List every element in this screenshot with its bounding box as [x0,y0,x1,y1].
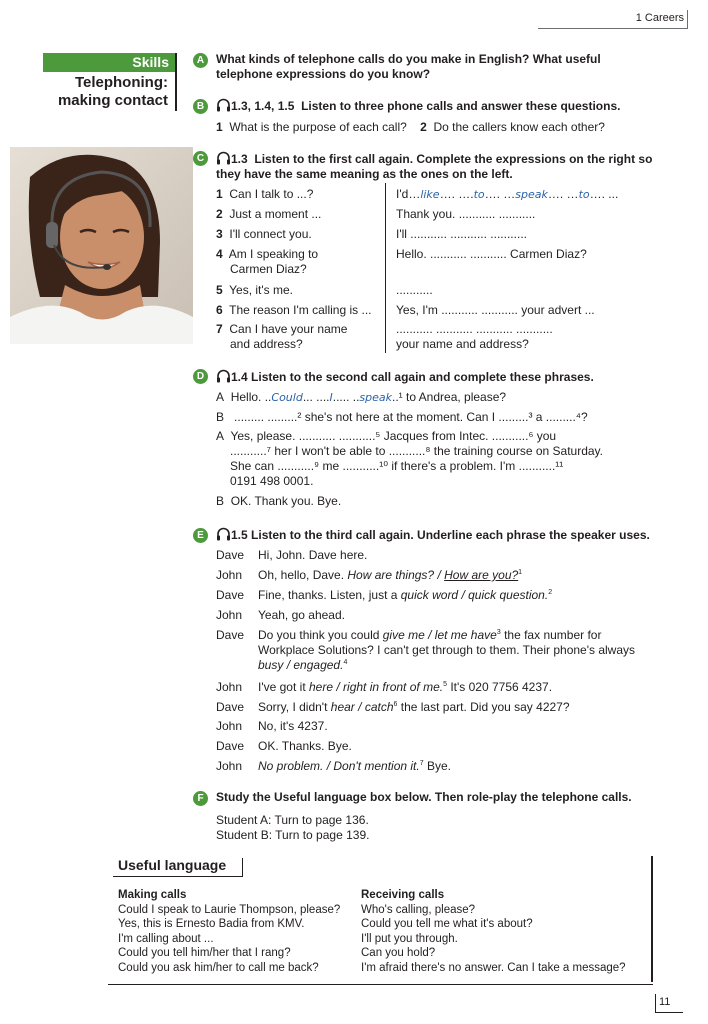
c-left-1: 1 Can I talk to ...? [216,187,314,201]
handwritten-answer: Could [271,391,303,404]
dialogue-line [216,680,552,694]
handwritten-answer: to [473,188,485,201]
useful-language-right-border [651,856,653,982]
option-2: quick question. [468,588,549,602]
dialogue-line [216,628,601,642]
d-line-7: B OK. Thank you. Bye. [216,494,342,508]
d-line-6: 0191 498 0001. [230,474,314,488]
handwritten-answer: speak [359,391,392,404]
dialogue-line [216,548,367,562]
section-d-bullet: D [193,369,208,384]
section-c-bullet: C [193,151,208,166]
making-calls-column [118,888,340,976]
skills-divider [175,53,177,111]
c-right-2: Thank you. ........... ........... [396,207,536,221]
c-left-2: 2 Just a moment ... [216,207,322,221]
line-text: Oh, hello, Dave. [258,568,348,582]
option-1: here [308,680,334,694]
unit-header: 1 Careers [635,12,684,24]
student-a: Student A: Turn to page 136. [216,813,369,827]
d-line-5: She can ...........⁹ me ...........¹⁰ if there's a problem. I'm ...........¹¹ [230,459,564,473]
dialogue-line [216,700,570,714]
option-1: quick word [400,588,459,602]
c-right-7b: your name and address? [396,337,529,351]
dialogue-line [216,719,328,733]
footnote-number: 7 [419,760,424,767]
footnote-number: 3 [496,629,501,636]
list-item: I'm calling about ... [118,932,214,945]
list-item: Who's calling, please? [361,903,476,916]
list-item: Can you hold? [361,947,436,960]
skills-label: Skills [132,54,169,70]
option-2: right in front of me. [343,680,444,694]
dialogue-line [216,588,552,602]
skills-banner [43,53,175,72]
line-text: Fine, thanks. Listen, just a [258,588,401,602]
footnote-number: 4 [343,659,348,666]
line-text: I've got it [258,680,309,694]
dialogue-line [216,759,451,773]
speaker-name: Dave [216,739,245,753]
option-1: No problem. [258,759,324,773]
option-1: busy [258,658,284,672]
speaker-name: John [216,759,243,773]
section-b-instruction-text: Listen to three phone calls and answer these questions. [301,99,621,113]
option-separator: / [333,680,344,694]
c-left-5: 5 Yes, it's me. [216,283,294,297]
section-b-bullet: B [193,99,208,114]
line-text: Do you think you could [258,628,383,642]
section-c-line2: they have the same meaning as the ones on the left. [216,167,513,181]
making-calls-heading: Making calls [118,889,187,901]
d-line-1: A Hello. ..Could... ....I..... ..speak..¹ to Andrea, please? [216,390,507,404]
option-2: engaged. [293,658,344,672]
list-item: Could you tell him/her that I rang? [118,947,291,960]
c-left-4b: Carmen Diaz? [230,262,307,276]
c-right-6: Yes, I'm ........... ........... your advert ... [396,303,595,317]
option-1: How are things? [347,568,435,582]
line-text: Hi, John. Dave here. [258,548,368,562]
line-text: It's 020 7756 4237. [446,680,553,694]
speaker-name: John [216,568,243,582]
option-1: hear [330,700,355,714]
option-2: How are you? [444,568,519,582]
list-item: Could I speak to Laurie Thompson, please? [118,903,341,916]
headphones-icon [216,98,231,112]
section-a-line2: telephone expressions do you know? [216,67,431,81]
list-item: I'll put you through. [361,932,458,945]
c-left-7: 7 Can I have your name [216,322,348,336]
skills-title-line1: Telephoning: [74,74,168,91]
handwritten-answer: I [329,391,333,404]
line-text: Sorry, I didn't [258,700,331,714]
c-left-3: 3 I'll connect you. [216,227,312,241]
dialogue-line [216,643,635,657]
option-1: give me [382,628,425,642]
useful-language-title: Useful language [118,857,227,873]
option-separator: / [424,628,435,642]
section-b-tracks: 1.3, 1.4, 1.5 [231,99,295,113]
option-separator: / [458,588,469,602]
section-f-instruction: Study the Useful language box below. Then role-play the telephone calls. [216,790,632,804]
line-text: Workplace Solutions? I can't get through to them. Their phone's always [258,643,636,657]
line-text: No, it's 4237. [258,719,328,733]
dialogue-line [216,608,345,622]
footnote-number: 5 [443,681,447,688]
list-item: I'm afraid there's no answer. Can I take a message? [361,961,626,974]
q1-text: What is the purpose of each call? [229,120,407,134]
section-a-text [216,52,601,82]
section-e-instruction: 1.5 Listen to the third call again. Underline each phrase the speaker uses. [216,527,650,542]
section-c-track: 1.3 [231,152,248,166]
line-text: the last part. Did you say 4227? [397,700,570,714]
section-b-instruction [216,98,620,113]
page-number-underline [655,1012,683,1013]
speaker-name: John [216,680,243,694]
headphones-icon [216,527,231,541]
option-separator: / [354,700,365,714]
speaker-name: Dave [216,700,245,714]
section-c-line1: Listen to the first call again. Complete the expressions on the right so [254,152,653,166]
page-number-rule [655,994,656,1012]
c-right-4: Hello. ........... ........... Carmen Diaz? [396,247,587,261]
c-right-5: ........... [396,283,433,297]
headphones-icon [216,369,231,383]
c-left-6: 6 The reason I'm calling is ... [216,303,372,317]
useful-language-bottom-border [108,984,653,985]
receiving-calls-heading: Receiving calls [361,889,445,901]
speaker-name: Dave [216,588,245,602]
speaker-name: John [216,608,243,622]
headphones-icon [216,151,231,165]
speaker-name: Dave [216,628,245,642]
section-a-line1: What kinds of telephone calls do you make in English? What useful [216,52,601,66]
dialogue-line [216,739,352,753]
header-rule-vertical [687,10,688,29]
d-line-3: A Yes, please. ........... ...........⁵ Jacques from Intec. ...........⁶ you [216,429,557,443]
section-c-divider [385,183,386,353]
option-separator: / [323,759,334,773]
section-f-bullet: F [193,791,208,806]
section-c-instruction [216,151,652,182]
footnote-number: 2 [548,589,553,596]
option-2: catch [364,700,394,714]
line-text: the fax number for [500,628,602,642]
receiving-calls-column [361,888,626,976]
line-text: Bye. [423,759,451,773]
option-separator: / [434,568,445,582]
handwritten-answer: to [578,188,590,201]
call-center-photo [10,147,193,344]
option-separator: / [283,658,294,672]
useful-language-rule [113,876,243,877]
useful-language-tick [242,858,243,877]
skills-title-line2: making contact [57,92,168,109]
line-text: OK. Thanks. Bye. [258,739,352,753]
option-2: let me have [434,628,497,642]
d-line-2: B ......... .........² she's not here at the moment. Can I .........³ a .........⁴? [216,410,588,424]
list-item: Yes, this is Ernesto Badia from KMV. [118,918,305,931]
q1-num: 1 [216,120,223,134]
line-text: Yeah, go ahead. [258,608,345,622]
header-rule [538,28,688,29]
q2-text: Do the callers know each other? [433,120,605,134]
list-item: Could you tell me what it's about? [361,918,533,931]
dialogue-line [216,568,522,582]
speaker-name: Dave [216,548,245,562]
section-e-bullet: E [193,528,208,543]
list-item: Could you ask him/her to call me back? [118,961,319,974]
speaker-name: John [216,719,243,733]
c-right-7: ........... ........... ........... ........... [396,322,553,336]
section-d-instruction: 1.4 Listen to the second call again and complete these phrases. [216,369,594,384]
handwritten-answer: speak [515,188,548,201]
q2-num: 2 [420,120,427,134]
c-left-4: 4 Am I speaking to [216,247,319,261]
c-left-7b: and address? [230,337,303,351]
section-a-bullet: A [193,53,208,68]
footnote-number: 1 [518,569,523,576]
c-right-3: I'll ........... ........... ........... [396,227,527,241]
c-right-1: I'd…like…. ….to…. …speak…. …to…. ... [396,187,619,201]
student-b: Student B: Turn to page 139. [216,828,370,842]
option-2: Don't mention it. [333,759,420,773]
handwritten-answer: like [420,188,440,201]
dialogue-line [216,658,347,672]
d-line-4: ...........⁷ her I won't be able to ...........⁸ the training course on Saturday. [230,444,603,458]
footnote-number: 6 [393,701,398,708]
section-b-questions [216,120,605,134]
page-number: 11 [659,996,671,1008]
skills-title [58,74,168,110]
